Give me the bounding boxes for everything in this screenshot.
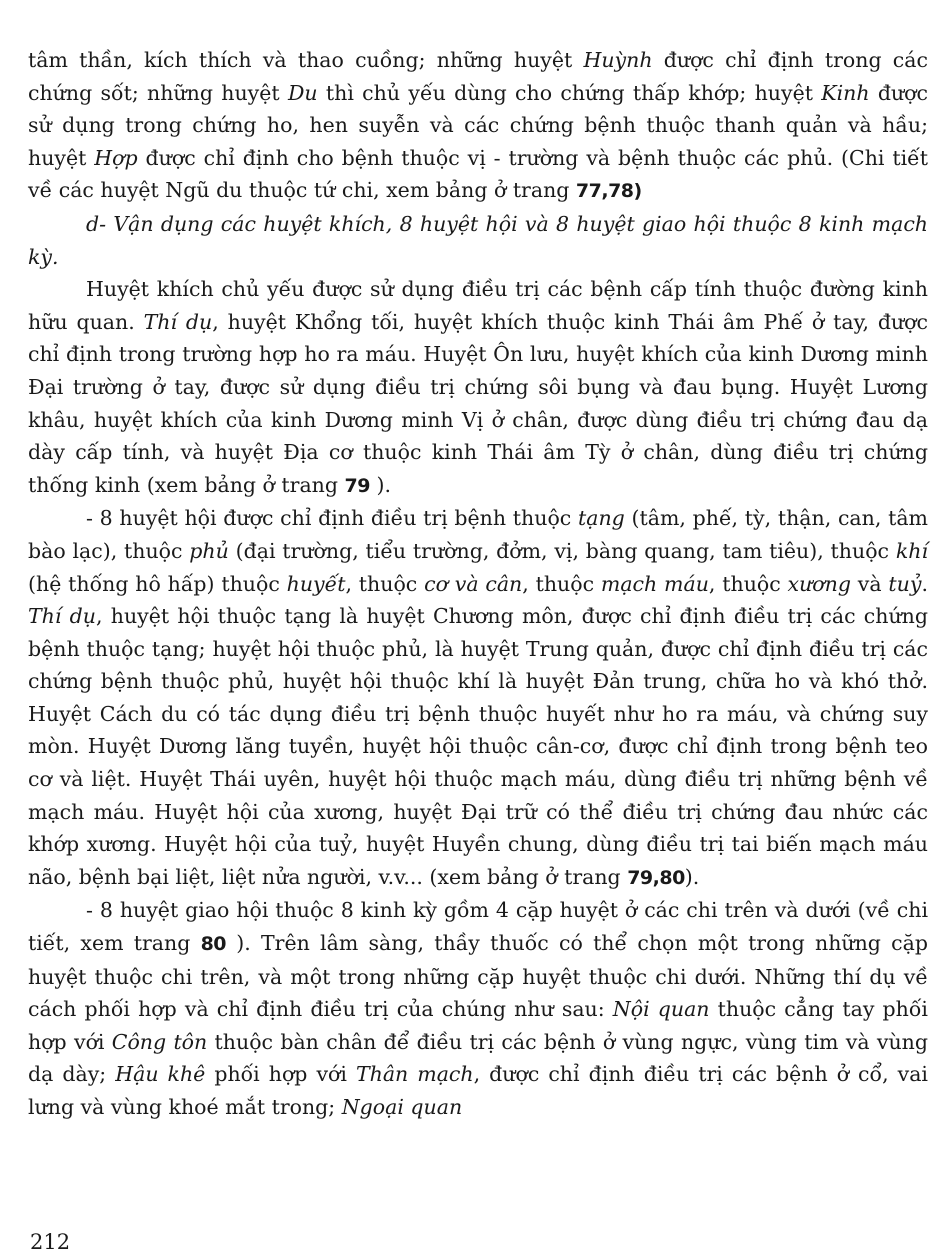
text-run: , thuộc [345,571,425,596]
text-run: thuộc cẳng tay phối hợp với [28,997,928,1054]
text-run: (hệ thống hô hấp) thuộc [28,571,287,596]
section-heading [28,208,928,273]
handwritten-page-ref: 80 [200,933,227,956]
body-paragraph [28,44,928,208]
text-run: , thuộc [522,571,601,596]
body-paragraph [28,502,928,894]
text-run: . [921,571,928,596]
italic-term: tạng [577,506,625,531]
text-run: Huyệt khích chủ yếu được sử dụng điều trị các bệnh cấp tính thuộc đường kinh hữu quan. [28,277,928,334]
page-number: 212 [30,1230,71,1254]
italic-term: khí [895,538,928,563]
italic-term: xương [787,571,851,596]
text-run: được chỉ định cho bệnh thuộc vị - trường và bệnh thuộc các phủ. (Chi tiết về các huyệt Ngũ du thuộc tứ chi, xem bảng ở trang [28,145,929,203]
text-run: thuộc bàn chân để điều trị các bệnh ở vùng ngực, vùng tim và vùng dạ dày; [28,1029,928,1087]
italic-term: phủ [189,538,229,563]
italic-term: Thân mạch [355,1062,474,1087]
italic-term: Du [287,80,318,105]
document-body [28,44,928,1124]
italic-term: Công tôn [111,1029,208,1054]
italic-term: tuỷ [888,571,922,596]
text-run: ). [369,472,392,497]
text-run: , huyệt Khổng tối, huyệt khích thuộc kinh Thái âm Phế ở tay, được chỉ định trong trường hợp ho ra máu. Huyệt Ôn lưu, huyệt khích của kinh Dương minh Đại trường ở tay, được sử dụng điều trị chứng sôi bụng và đau bụng. Huyệt Lương khâu, huyệt khích của kinh Dương minh Vị ở chân, được dùng điều trị chứng đau dạ dày cấp tính, và huyệt Địa cơ thuộc kinh Thái âm Tỳ ở chân, dùng điều trị chứng thống kinh (xem bảng ở trang [28,309,928,497]
text-run: , được chỉ định điều trị các bệnh ở cổ, vai lưng và vùng khoé mắt trong; [28,1062,928,1119]
text-run: - 8 huyệt giao hội thuộc 8 kinh kỳ gồm 4 cặp huyệt ở các chi trên và dưới (về chi tiết, xem trang [28,898,928,956]
text-run: (tâm, phế, tỳ, thận, can, tâm bào lạc), thuộc [28,506,928,563]
italic-term: mạch máu [600,571,709,596]
body-paragraph [28,273,928,502]
text-run: được sử dụng trong chứng ho, hen suyễn và các chứng bệnh thuộc thanh quản và hầu; huyệt [28,80,928,170]
text-run: (đại trường, tiểu trường, đởm, vị, bàng quang, tam tiêu), thuộc [228,538,896,563]
italic-term: Ngoại quan [341,1095,463,1119]
text-run: được chỉ định trong các chứng sốt; những huyệt [28,48,928,105]
text-run: và [850,571,889,596]
handwritten-page-ref: 79 [344,474,370,497]
handwritten-page-ref: 79,80 [627,866,685,889]
text-run: ). Trên lâm sàng, thầy thuốc có thể chọn một trong những cặp huyệt thuộc chi trên, và một trong những cặp huyệt thuộc chi dưới. Những thí dụ về cách phối hợp và chỉ định điều trị của chúng như sau: [28,931,928,1022]
italic-term: Hợp [94,145,138,170]
italic-term: Hậu khê [115,1062,206,1087]
italic-term: Thí dụ [28,604,96,629]
text-run: phối hợp với [205,1062,356,1087]
italic-term: cơ và cân [424,571,523,596]
italic-term: Nội quan [612,997,710,1022]
body-paragraph [28,894,928,1123]
text-run: , thuộc [708,571,788,596]
text-run: thì chủ yếu dùng cho chứng thấp khớp; huyệt [317,80,822,105]
text-run: ). [684,864,700,889]
italic-term: huyết [286,571,346,596]
italic-term: d- Vận dụng các huyệt khích, 8 huyệt hội và 8 huyệt giao hội thuộc 8 kinh mạch kỳ. [28,211,928,269]
italic-term: Huỳnh [583,48,653,72]
italic-term: Kinh [821,80,870,105]
text-run: - 8 huyệt hội được chỉ định điều trị bệnh thuộc [86,506,578,531]
italic-term: Thí dụ [143,309,213,334]
text-run: , huyệt hội thuộc tạng là huyệt Chương môn, được chỉ định điều trị các chứng bệnh thuộc tạng; huyệt hội thuộc phủ, là huyệt Trung quản, được chỉ định điều trị các chứng bệnh thuộc phủ, huyệt hội thuộc khí là huyệt Đản trung, chữa ho và khó thở. Huyệt Cách du có tác dụng điều trị bệnh thuộc huyết như ho ra máu, và chứng suy mòn. Huyệt Dương lăng tuyền, huyệt hội thuộc cân-cơ, được chỉ định trong bệnh teo cơ và liệt. Huyệt Thái uyên, huyệt hội thuộc mạch máu, dùng điều trị những bệnh về mạch máu. Huyệt hội của xương, huyệt Đại trữ có thể điều trị chứng đau nhức các khớp xương. Huyệt hội của tuỷ, huyệt Huyền chung, dùng điều trị tai biến mạch máu não, bệnh bại liệt, liệt nửa người, v.v... (xem bảng ở trang [28,604,929,889]
handwritten-page-ref: 77,78) [575,180,642,203]
text-run: tâm thần, kích thích và thao cuồng; những huyệt [28,48,584,72]
